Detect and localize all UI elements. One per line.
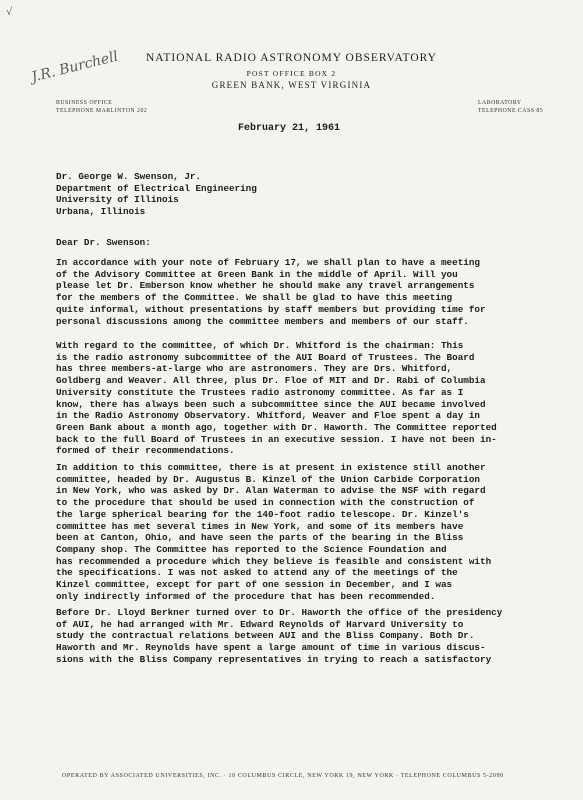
handwritten-signature: J.R. Burchell xyxy=(30,48,120,86)
letterhead-city: GREEN BANK, WEST VIRGINIA xyxy=(211,80,372,90)
business-office-phone: TELEPHONE MARLINTON 202 xyxy=(56,108,148,114)
paragraph-line: the large spherical bearing for the 140-foot radio telescope. Dr. Kinzel's xyxy=(56,508,469,520)
paragraph-line: committee has met several times in New York, and some of its members have xyxy=(56,520,464,532)
paragraph-line: for the members of the Committee. We shall be glad to have this meeting xyxy=(56,292,453,304)
business-office-title: BUSINESS OFFICE xyxy=(56,100,113,106)
address-line: Department of Electrical Engineering xyxy=(56,182,257,194)
paragraph-line: only indirectly informed of the procedure that has been recommended. xyxy=(56,590,436,602)
paragraph-line: please let Dr. Emberson know whether he should make any travel arrangements xyxy=(56,280,475,292)
paragraph-4 xyxy=(56,607,576,666)
letter-date: February 21, 1961 xyxy=(238,123,341,134)
business-office-block xyxy=(56,99,147,115)
paragraph-3 xyxy=(56,462,576,602)
paragraph-line: has recommended a procedure which they believe is feasible and consistent with xyxy=(56,555,492,567)
letterhead-org-name: NATIONAL RADIO ASTRONOMY OBSERVATORY xyxy=(146,52,437,64)
paragraph-line: personal discussions among the committee members and members of our staff. xyxy=(56,315,469,327)
paragraph-line: know, there has always been such a subcommittee since the AUI became involved xyxy=(56,398,486,410)
paragraph-line: In accordance with your note of February 17, we shall plan to have a meeting xyxy=(56,257,481,268)
paragraph-line: Kinzel committee, except for part of one session in December, and I was xyxy=(56,579,453,591)
laboratory-title: LABORATORY xyxy=(478,100,522,106)
paragraph-line: in the Radio Astronomy Observatory. Whitford, Weaver and Floe spent a day in xyxy=(56,410,481,422)
paragraph-line: Company shop. The Committee has reported to the Science Foundation and xyxy=(56,543,447,555)
paragraph-line: in New York, who was asked by Dr. Alan Waterman to advise the NSF with regard xyxy=(56,485,486,497)
paragraph-line: University constitute the Trustees radio astronomy committee. As far as I xyxy=(56,386,464,398)
paragraph-line: Haworth and Mr. Reynolds have spent a large amount of time in various discus- xyxy=(56,642,486,654)
paragraph-line: of AUI, he had arranged with Mr. Edward Reynolds of Harvard University to xyxy=(56,618,464,630)
paragraph-line: been at Canton, Ohio, and have seen the parts of the bearing in the Bliss xyxy=(56,532,464,544)
laboratory-block xyxy=(478,99,543,115)
paragraph-line: sions with the Bliss Company representatives in trying to reach a satisfactory xyxy=(56,653,492,665)
address-line: University of Illinois xyxy=(56,194,179,206)
salutation: Dear Dr. Swenson: xyxy=(56,237,151,248)
paragraph-line: In addition to this committee, there is at present in existence still another xyxy=(56,462,486,473)
paragraph-line: back to the full Board of Trustees in an executive session. I have not been in- xyxy=(56,433,497,445)
paragraph-line: quite informal, without presentations by staff members but providing time for xyxy=(56,303,486,315)
paragraph-line: the specifications. I was not asked to attend any of the meetings of the xyxy=(56,567,458,579)
laboratory-phone: TELEPHONE CASS 85 xyxy=(478,108,544,114)
recipient-address xyxy=(56,171,257,217)
paragraph-line: Goldberg and Weaver. All three, plus Dr. Floe of MIT and Dr. Rabi of Columbia xyxy=(56,375,486,387)
address-line: Dr. George W. Swenson, Jr. xyxy=(56,171,202,182)
paragraph-line: With regard to the committee, of which Dr. Whitford is the chairman: This xyxy=(56,340,464,351)
paragraph-2 xyxy=(56,340,576,457)
paragraph-line: Before Dr. Lloyd Berkner turned over to Dr. Haworth the office of the presidency xyxy=(56,607,503,618)
paragraph-line: is the radio astronomy subcommittee of the AUI Board of Trustees. The Board xyxy=(56,351,475,363)
paragraph-1 xyxy=(56,257,576,327)
paragraph-line: to the procedure that should be used in connection with the construction of xyxy=(56,497,475,509)
paragraph-line: study the contractual relations between AUI and the Bliss Company. Both Dr. xyxy=(56,630,475,642)
address-line: Urbana, Illinois xyxy=(56,205,146,217)
paragraph-line: Green Bank about a month ago, together with Dr. Haworth. The Committee reported xyxy=(56,421,497,433)
paragraph-line: has three members-at-large who are astronomers. They are Drs. Whitford, xyxy=(56,363,453,375)
letterhead-po-box: POST OFFICE BOX 2 xyxy=(246,69,337,78)
paragraph-line: of the Advisory Committee at Green Bank in the middle of April. Will you xyxy=(56,268,458,280)
check-mark: √ xyxy=(6,6,13,18)
letterhead-footer: OPERATED BY ASSOCIATED UNIVERSITIES, INC. · 10 COLUMBUS CIRCLE, NEW YORK 19, NEW YORK · TELEPHONE COLUMBUS 5-2090 xyxy=(62,773,504,779)
paragraph-line: committee, headed by Dr. Augustus B. Kinzel of the Union Carbide Corporation xyxy=(56,473,481,485)
paragraph-line: formed of their recommendations. xyxy=(56,445,235,457)
